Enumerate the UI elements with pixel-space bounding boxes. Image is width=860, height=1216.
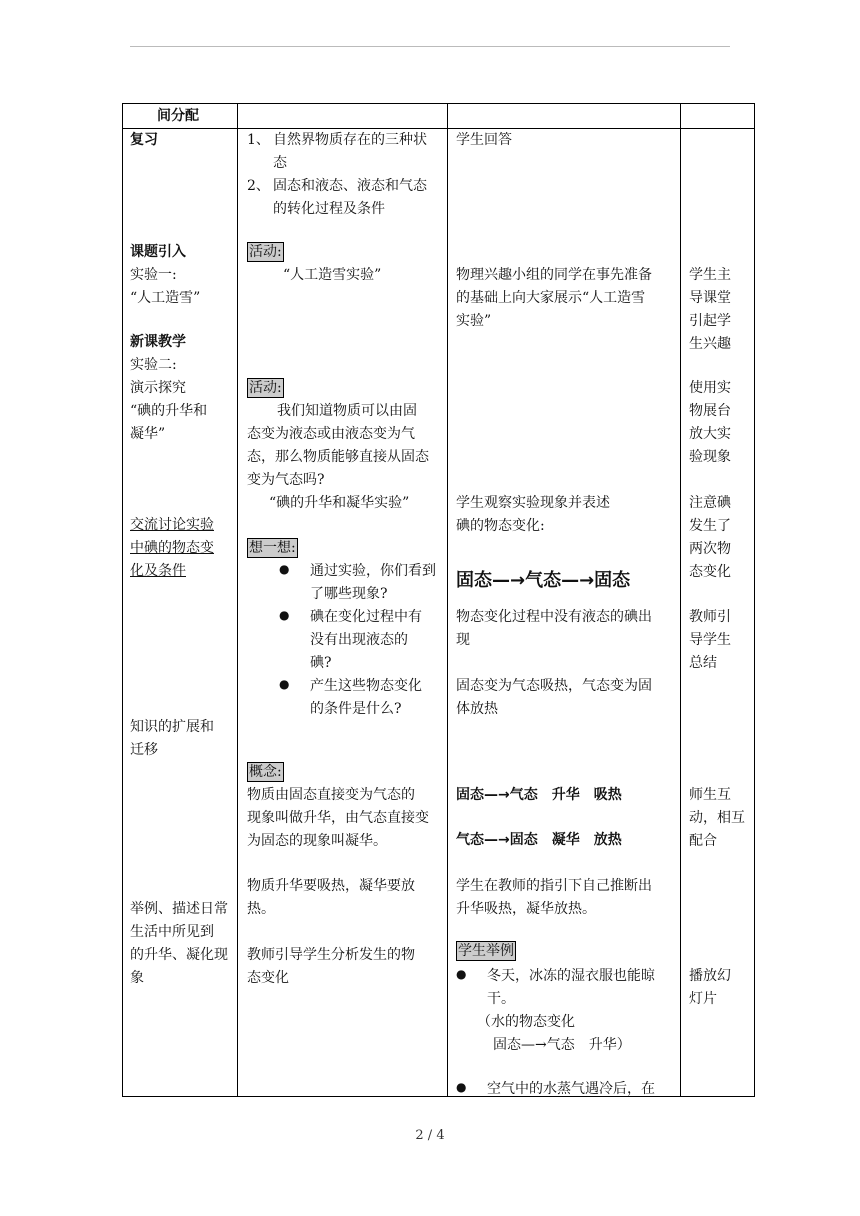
example-text: 冬天，冰冻的湿衣服也能晾 [487,968,655,984]
note-text: 学生主 [689,267,731,283]
deduce-text: 学生在教师的指引下自己推断出 [456,878,652,894]
think-label [247,537,298,560]
exp2-name: “碘的升华和 [130,403,208,419]
review-item-text: 自然界物质存在的三种状 [273,132,427,148]
heat-text: 固态变为气态吸热，气态变为固 [456,678,652,694]
think-label-box: 想一想: [249,540,296,556]
extend-heading: 迁移 [130,742,158,758]
header-row-divider [123,128,754,129]
activity-text: “人工造雪实验” [283,267,382,283]
bullet-icon: ● [279,608,290,622]
note-text: 导学生 [689,632,731,648]
note-text: 注意碘 [689,495,731,511]
review-item-number: 2、 [247,178,270,194]
concept-text: 物质由固态直接变为气态的 [247,787,415,803]
examples-label [456,940,516,963]
examples-heading: 举例、描述日常 [130,901,228,917]
col-divider [680,104,681,1096]
bullet-icon: ● [279,562,290,576]
activity-label [247,241,284,264]
exp2-name: 凝华” [130,426,166,442]
note-text: 师生互 [689,787,731,803]
question-text: 通过实验，你们看到 [310,563,436,579]
examples-heading: 象 [130,970,144,986]
note-text: 态变化 [689,564,731,580]
observe-text: 碘的物态变化: [456,518,545,534]
guide-text: 态变化 [247,970,289,986]
heat-text: 体放热 [456,701,498,717]
guide-text: 教师引导学生分析发生的物 [247,947,415,963]
review-item-text: 固态和液态、液态和气态 [273,178,427,194]
exp2-type: 演示探究 [130,380,186,396]
review-item-number: 1、 [247,132,270,148]
show-text: 的基础上向大家展示“人工造雪 [456,290,646,306]
section-review: 复习 [130,132,158,148]
discuss-heading: 中碘的物态变 [130,540,214,556]
discuss-heading: 化及条件 [130,563,186,579]
discuss-heading: 交流讨论实验 [130,517,214,533]
col-divider [237,104,238,1096]
example-text: 干。 [487,991,515,1007]
bullet-icon: ● [456,967,467,981]
examples-heading: 生活中所见到 [130,924,214,940]
concept-text: 为固态的现象叫凝华。 [247,833,387,849]
note-text: 动，相互 [689,810,745,826]
note-text: 两次物 [689,541,731,557]
lesson-plan-table [122,103,755,1097]
example-text: 固态—→气态 升华） [493,1037,631,1053]
concept-text: 现象叫做升华，由气态直接变 [247,810,429,826]
deduce-text: 升华吸热，凝华放热。 [456,901,596,917]
no-liquid-text: 现 [456,632,470,648]
activity-label-box: 活动: [249,380,282,396]
question-text: 产生这些物态变化 [310,678,422,694]
note-text: 使用实 [689,380,731,396]
show-text: 实验” [456,313,492,329]
question-text: 的条件是什么? [310,701,402,717]
question-text: 没有出现液态的 [310,632,408,648]
activity-label [247,377,284,400]
concept-label [247,761,284,784]
bullet-icon: ● [456,1080,467,1094]
question-text: 了哪些现象? [310,586,388,602]
note-text: 配合 [689,833,717,849]
heat-text: 物质升华要吸热，凝华要放 [247,878,415,894]
note-text: 灯片 [689,991,717,1007]
exp1-name: “人工造雪” [130,290,201,306]
note-text: 引起学 [689,313,731,329]
note-text: 总结 [689,655,717,671]
section-intro: 课题引入 [130,244,186,260]
question-text: 碘? [310,655,332,671]
bullet-icon: ● [279,677,290,691]
exp1-label: 实验一: [130,267,177,283]
state-change-process: 固态—→气态—→固态 [456,570,631,591]
observe-text: 学生观察实验现象并表述 [456,495,610,511]
heat-text: 热。 [247,901,275,917]
note-text: 验现象 [689,449,731,465]
extend-heading: 知识的扩展和 [130,719,214,735]
concept-label-box: 概念: [249,764,282,780]
review-item-text: 的转化过程及条件 [273,201,385,217]
activity-text: 态，那么物质能够直接从固态 [247,449,429,465]
activity-label-box: 活动: [249,244,282,260]
header-time-allocation: 间分配 [157,108,199,124]
note-text: 导课堂 [689,290,731,306]
question-text: 碘在变化过程中有 [310,609,422,625]
col-divider [447,104,448,1096]
note-text: 教师引 [689,609,731,625]
example-text: 空气中的水蒸气遇冷后，在 [487,1081,655,1097]
note-text: 生兴趣 [689,336,731,352]
examples-heading: 的升华、凝化现 [130,947,228,963]
page-number: 2 / 4 [415,1128,445,1143]
activity-experiment: “碘的升华和凝华实验” [269,495,410,511]
student-answer: 学生回答 [456,132,512,148]
activity-text: 态变为液态或由液态变为气 [247,426,415,442]
review-item-text: 态 [273,155,287,171]
sublimation-formula: 固态—→气态 升华 吸热 [456,787,622,803]
show-text: 物理兴趣小组的同学在事先准备 [456,267,652,283]
note-text: 播放幻 [689,968,731,984]
activity-text: 变为气态吗? [247,472,325,488]
note-text: 放大实 [689,426,731,442]
note-text: 发生了 [689,518,731,534]
activity-text: 我们知道物质可以由固 [277,403,417,419]
section-new-lesson: 新课教学 [130,334,186,350]
deposition-formula: 气态—→固态 凝华 放热 [456,832,622,848]
example-text: （水的物态变化 [477,1014,575,1030]
examples-label-box: 学生举例 [458,943,514,959]
exp2-label: 实验二: [130,357,177,373]
no-liquid-text: 物态变化过程中没有液态的碘出 [456,609,652,625]
header-rule [130,46,730,47]
note-text: 物展台 [689,403,731,419]
